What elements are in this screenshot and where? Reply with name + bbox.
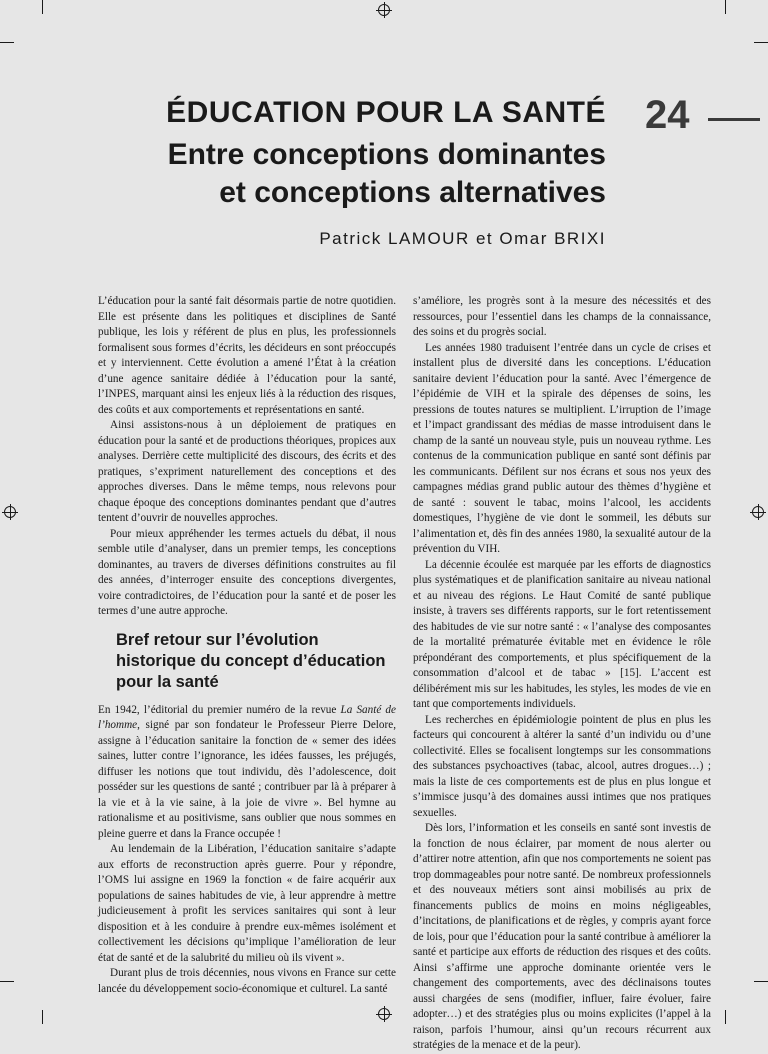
section-heading: Bref retour sur l’évolution historique du concept d’éducation pour la santé bbox=[116, 630, 386, 691]
paragraph-text: , signé par son fondateur le Professeur Pierre Delore, assigne à l’éducation sanitaire la fonction de « semer des idées saines, lutter contre l’ignorance, les idées fausses, les préjugés, diffuser les notions que tout individu, dès l’adolescence, doit posséder sur les questions de santé ; contribuer par là à préparer à la vie et à la vie saine, à la joie de vivre ». Bel hymne au rationalisme et au positivisme, sans oublier que nous sommes en pleine guerre et dans la France occupée ! bbox=[98, 719, 396, 840]
paragraph: La décennie écoulée est marquée par les efforts de diagnostics plus systématiques et de planification sanitaire au niveau national et au niveau des régions. Le Haut Comité de santé publique insiste, à travers ses différents rapports, sur le fort retentissement des habitudes de vie sur notre santé : « l’analyse des composantes de la mortalité prématurée évitable met en évidence le rôle prépondérant des comportements, et plus spécifiquement de la consommation d’alcool et de tabac » [15]. L’accent est délibérément mis sur les habitudes, les styles, les modes de vie en tant que comportements individuels. bbox=[413, 558, 711, 710]
registration-mark-icon bbox=[378, 1008, 390, 1020]
paragraph: Les recherches en épidémiologie pointent de plus en plus les facteurs qui concourent à altérer la santé d’un individu ou d’une collectivité. Elles se focalisent longtemps sur les consommations des substances psychoactives (tabac, alcool, autres drogues…) ; mais la liste de ces comportements est de plus en plus longue et s’immisce jusqu’à des domaines aussi intimes que nos pratiques sexuelles. bbox=[413, 713, 711, 819]
paragraph: Au lendemain de la Libération, l’éducation sanitaire s’adapte aux efforts de reconstruction après guerre. Pour y répondre, l’OMS lui assigne en 1969 la fonction « de faire acquérir aux populations de saines habitudes de vie, à leur apprendre à mettre judicieusement à profit les services sanitaires qui sont à leur disposition et à les conduire à prendre eux-mêmes isolément et collectivement les décisions qu’implique l’amélioration de leur état de santé et de la salubrité du milieu où ils vivent ». bbox=[98, 843, 396, 964]
paragraph: L’éducation pour la santé fait désormais partie de notre quotidien. Elle est présente dans les politiques et disciplines de Santé publique, les lois y référent de plus en plus, les professionnels formalisent sous formes d’écrits, les décideurs en sont préoccupés et y interviennent. Cette évolution a amené l’État à la création d’une agence sanitaire dédiée à l’éducation pour la santé, l’INPES, marquant ainsi les enjeux liés à la réduction des risques, des coûts et aux comportements et représentations en santé. bbox=[98, 295, 396, 416]
paragraph bbox=[98, 703, 396, 843]
crop-mark bbox=[0, 42, 14, 43]
paragraph: Les années 1980 traduisent l’entrée dans un cycle de crises et installent plus de diversité dans les conceptions. L’éducation sanitaire devient l’éducation pour la santé. Avec l’émergence de l’épidémie de VIH et la spirale des dépenses de soins, les pressions de toutes natures se multiplient. L’irruption de l’image et l’impact grandissant des médias de masse introduisent dans le champ de la santé un nouveau style, puis un nouveau rythme. Les contenus de la communication publique en santé sont définis par les communicants. Défilent sur nos écrans et sous nos yeux des campagnes médias grand public autour des thèmes d’hygiène et de santé : souvent le tabac, moins l’alcool, les accidents domestiques, l’hygiène de vie dont le sommeil, les débuts sur l’alimentation et, dès fin des années 1980, la sexualité autour de la prévention du VIH. bbox=[413, 341, 711, 555]
paragraph: s’améliore, les progrès sont à la mesure des nécessités et des ressources, pour l’essentiel dans les champs de la connaissance, des soins et du progrès social. bbox=[413, 295, 711, 338]
crop-mark bbox=[0, 981, 14, 982]
crop-mark bbox=[42, 0, 43, 14]
paragraph: Pour mieux appréhender les termes actuels du débat, il nous semble utile d’analyser, dans un premier temps, les conceptions dominantes, au travers de diverses définitions construites au fil des années, d’interroger ensuite des conceptions divergentes, voire contradictoires, de l’éducation pour la santé et de poser les termes d’une autre approche. bbox=[98, 527, 396, 617]
crop-mark bbox=[754, 42, 768, 43]
left-column bbox=[98, 294, 396, 997]
crop-mark bbox=[42, 1010, 43, 1024]
chapter-subtitle-line2: et conceptions alternatives bbox=[219, 176, 606, 209]
chapter-number-rule bbox=[708, 118, 760, 121]
journal-title: La Santé de l’homme bbox=[98, 703, 396, 731]
crop-mark bbox=[725, 0, 726, 14]
registration-mark-icon bbox=[4, 506, 16, 518]
paragraph: Durant plus de trois décennies, nous vivons en France sur cette lancée du développement socio-économique et culturel. La santé bbox=[98, 967, 396, 995]
chapter-subtitle-line1: Entre conceptions dominantes bbox=[167, 138, 606, 171]
right-column bbox=[413, 294, 711, 1054]
chapter-number: 24 bbox=[645, 93, 690, 137]
crop-mark bbox=[725, 1010, 726, 1024]
registration-mark-icon bbox=[378, 4, 390, 16]
paragraph: Dès lors, l’information et les conseils en santé sont investis de la fonction de nous éclairer, par moment de nous alerter ou d’attirer notre attention, afin que nos comportements ne soient pas trop dommageables pour notre santé. De nombreux professionnels et des nouveaux métiers sont ainsi mobilisés au prix de financements publics de moins en moins négligeables, d’incitations, de planifications et de règles, y compris ayant force de lois, pour que l’éducation pour la santé contribue à améliorer la santé et participe aux efforts de réduction des risques et des coûts. Ainsi s’affirme une approche dominante orientée vers le changement des comportements, avec des déclinaisons toutes aussi chargées de sens (modifier, influer, faire évoluer, faire adopter…) et des stratégies plus ou moins explicites (l’appel à la raison, parfois l’humour, ainsi qu’un recours récurrent aux stratégies de la menace et de la peur). bbox=[413, 822, 711, 1051]
registration-mark-icon bbox=[752, 506, 764, 518]
chapter-title: ÉDUCATION POUR LA SANTÉ bbox=[166, 96, 606, 129]
paragraph-text: En 1942, l’éditorial du premier numéro de la revue bbox=[98, 703, 341, 716]
authors: Patrick LAMOUR et Omar BRIXI bbox=[319, 229, 606, 248]
paragraph: Ainsi assistons-nous à un déploiement de pratiques en éducation pour la santé et de productions théoriques, propices aux analyses. Derrière cette multiplicité des discours, des écrits et des pratiques, s’expriment naturellement des conceptions et des approches diverses. Dans le même temps, nous relevons pour chaque époque des conceptions dominantes pendant que d’autres tentent d’ouvrir de nouvelles approches. bbox=[98, 419, 396, 524]
crop-mark bbox=[754, 981, 768, 982]
